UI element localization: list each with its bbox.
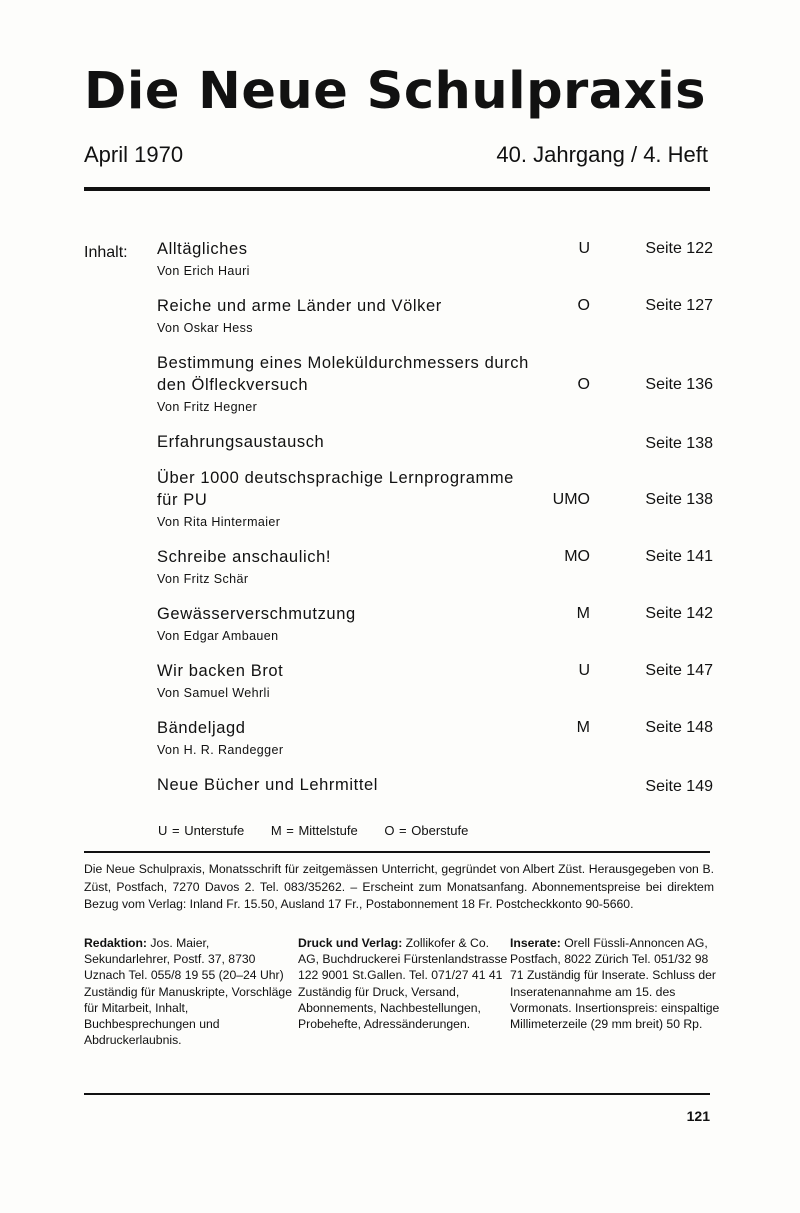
toc-entry-page: Seite 127: [645, 297, 713, 314]
toc-entry-page: Seite 138: [645, 491, 713, 508]
toc-entry-title: Reiche und arme Länder und Völker: [157, 297, 442, 315]
toc-entry-author: Von Oskar Hess: [157, 321, 253, 335]
toc-entry[interactable]: [157, 431, 713, 453]
publication-info: Die Neue Schulpraxis, Monatsschrift für zeitgemässen Unterricht, gegründet von Albert Züst. Herausgegeben von B. Züst, Postfach, 7270 Davos 2. Tel. 083/35262. – Erscheint zum Monatsanfang. Abonnementspreise bei direktem Bezug vom Verlag: Inland Fr. 15.50, Ausland 17 Fr., Postabonnement 18 Fr. Postcheckkonto 90-5660.: [84, 862, 714, 911]
toc-entry[interactable]: [157, 467, 713, 532]
toc-entry-author: Von H. R. Randegger: [157, 743, 284, 757]
toc-entry[interactable]: [157, 238, 713, 281]
toc-entry[interactable]: [157, 295, 713, 338]
toc-label: Inhalt:: [84, 244, 128, 261]
toc-entry-title: Neue Bücher und Lehrmittel: [157, 776, 379, 794]
toc-entry-title: Bändeljagd: [157, 719, 246, 737]
header-rule: [84, 187, 710, 191]
toc-entry-title: Alltägliches: [157, 240, 248, 258]
verlag-label: Druck und Verlag:: [298, 936, 403, 950]
toc-entry-level: UMO: [552, 491, 590, 508]
toc-entry-level: O: [577, 297, 590, 314]
redaktion-column: [84, 935, 292, 1048]
toc-entry[interactable]: [157, 546, 713, 589]
toc-entry-author: Von Samuel Wehrli: [157, 686, 270, 700]
toc-entry-page: Seite 147: [645, 662, 713, 679]
toc-entry[interactable]: [157, 774, 713, 796]
toc-entry-author: Von Edgar Ambauen: [157, 629, 279, 643]
toc-entry[interactable]: [157, 603, 713, 646]
redaktion-body: Jos. Maier, Sekundarlehrer, Postf. 37, 8730 Uznach Tel. 055/8 19 55 (20–24 Uhr) Zuständig für Manuskripte, Vorschläge für Mitarbeit, Inhalt, Buchbesprechungen und Abdruckerlaubnis.: [84, 936, 292, 1048]
footer-rule: [84, 1093, 710, 1095]
redaktion-label: Redaktion:: [84, 936, 147, 950]
toc-entry-page: Seite 122: [645, 240, 713, 257]
toc-entry-page: Seite 149: [645, 778, 713, 795]
toc-entry-level: M: [576, 719, 590, 736]
toc-entry-level: MO: [564, 548, 590, 565]
toc-entry[interactable]: [157, 717, 713, 760]
toc-entry-title: Gewässerverschmutzung: [157, 605, 356, 623]
toc-entry-level: U: [578, 662, 590, 679]
toc-entry-title: Über 1000 deutschsprachige Lernprogramme für PU: [157, 469, 514, 509]
toc-entry-title: Erfahrungsaustausch: [157, 433, 325, 451]
toc-entry-title: Wir backen Brot: [157, 662, 284, 680]
toc-entry-page: Seite 148: [645, 719, 713, 736]
legend-unterstufe: U = Unterstufe: [158, 823, 245, 838]
legend-oberstufe: O = Oberstufe: [384, 823, 469, 838]
toc-entry-author: Von Rita Hintermaier: [157, 515, 281, 529]
level-legend: [158, 823, 490, 838]
inserate-label: Inserate:: [510, 936, 561, 950]
table-of-contents: [157, 238, 713, 810]
toc-entry-level: U: [578, 240, 590, 257]
toc-entry[interactable]: [157, 352, 713, 417]
verlag-column: [298, 935, 508, 1032]
toc-entry-level: O: [577, 376, 590, 393]
issue-volume: 40. Jahrgang / 4. Heft: [496, 142, 708, 167]
toc-entry-title: Bestimmung eines Moleküldurchmessers durch den Ölfleckversuch: [157, 354, 529, 394]
toc-entry-author: Von Fritz Schär: [157, 572, 249, 586]
toc-entry-title: Schreibe anschaulich!: [157, 548, 332, 566]
toc-entry-level: M: [576, 605, 590, 622]
toc-entry-author: Von Fritz Hegner: [157, 400, 258, 414]
toc-entry-page: Seite 136: [645, 376, 713, 393]
inserate-column: [510, 935, 720, 1032]
legend-mittelstufe: M = Mittelstufe: [270, 823, 358, 838]
toc-entry-page: Seite 142: [645, 605, 713, 622]
toc-entry-author: Von Erich Hauri: [157, 264, 250, 278]
verlag-body: Zollikofer & Co. AG, Buchdruckerei Fürstenlandstrasse 122 9001 St.Gallen. Tel. 071/27 41 41 Zuständig für Druck, Versand, Abonnements, Nachbestellungen, Probehefte, Adressänderungen.: [298, 936, 508, 1032]
toc-entry[interactable]: [157, 660, 713, 703]
issue-date: April 1970: [84, 142, 184, 167]
toc-entry-page: Seite 138: [645, 435, 713, 452]
legend-rule: [84, 851, 710, 853]
page-number: 121: [686, 1108, 710, 1124]
inserate-body: Orell Füssli-Annoncen AG, Postfach, 8022 Zürich Tel. 051/32 98 71 Zuständig für Inserate. Schluss der Inseratenannahme am 15. des Vormonats. Insertionspreis: einspaltige Millimeterzeile (29 mm breit) 50 Rp.: [510, 936, 720, 1032]
toc-entry-page: Seite 141: [645, 548, 713, 565]
magazine-title: Die Neue Schulpraxis: [84, 62, 706, 121]
